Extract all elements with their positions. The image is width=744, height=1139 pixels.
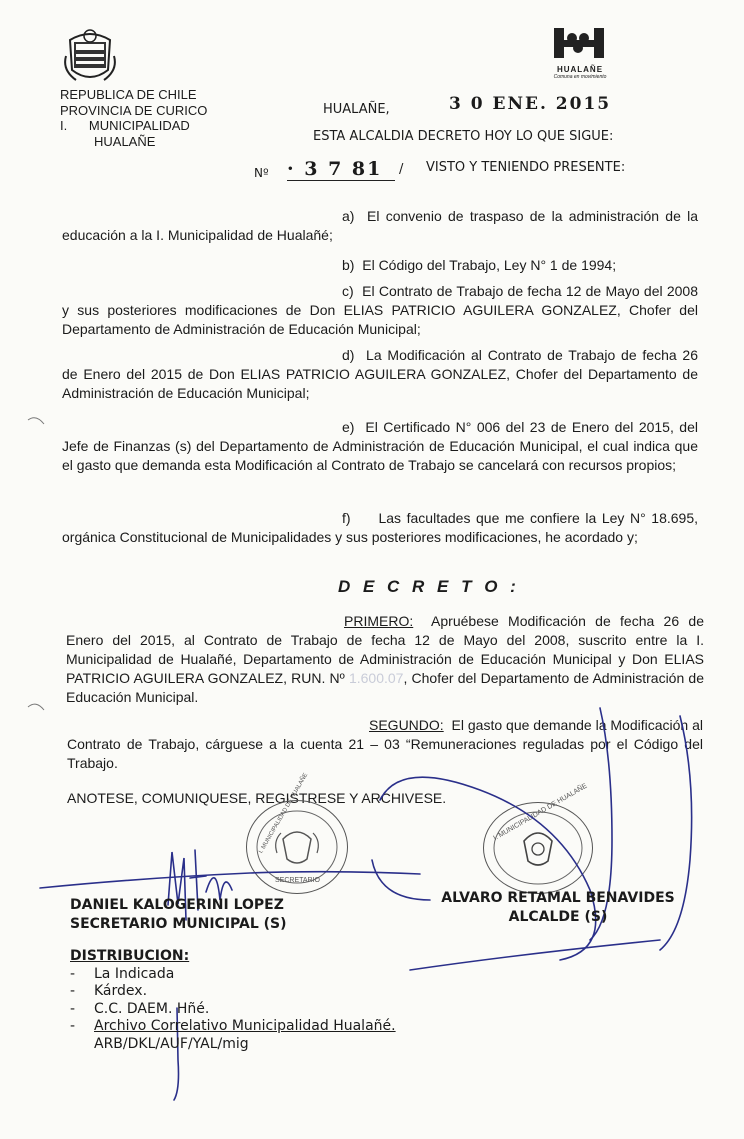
seal-text-top: I. MUNICIPALIDAD DE HUALAÑE [258,772,310,855]
seal-text-top: I. MUNICIPALIDAD DE HUALAÑE [492,782,589,843]
segundo-label: SEGUNDO: [369,717,444,733]
intro-line: ESTA ALCALDIA DECRETO HOY LO QUE SIGUE: [313,129,614,144]
list-item: - Archivo Correlativo Municipalidad Hualañé. [70,1018,396,1034]
considerando-letter: d) [342,347,355,363]
considerando-text: La Modificación al Contrato de Trabajo de fecha 26 de Enero del 2015 de Don ELIAS PATRICIO AGUILERA GONZALEZ, Chofer del Departamento de Administración de Educación Municipal; [62,347,699,401]
considerando-letter: b) [342,257,355,273]
run-redacted: 1.600.07 [348,670,404,686]
city-label: HUALAÑE, [323,102,390,117]
considerando-letter: e) [342,419,355,435]
closing-line: ANOTESE, COMUNIQUESE, REGISTRESE Y ARCHIVESE. [67,790,447,806]
number-slash: / [399,162,404,177]
logo-tagline: Comuna en movimiento [553,74,607,80]
considerando-text: El Contrato de Trabajo de fecha 12 de Mayo del 2008 y sus posteriores modificaciones de Don ELIAS PATRICIO AGUILERA GONZALEZ, Chofer del Departamento de Administración de Educación Municipal; [62,283,698,337]
primero-text: Apruébese Modificación de fecha 26 de Enero del 2015, al Contrato de Trabajo de fecha 12 de Mayo del 2008, suscrito entre la I. Municipalidad de Hualañé, Departamento de Administración de Educación Municipal y Don ELIAS PATRICIO AGUILERA GONZALEZ, RUN. Nº [66,613,704,686]
mayor-name: ALVARO RETAMAL BENAVIDES [441,890,675,906]
primero-text-end: , Chofer del Departamento de Administración de Educación Municipal. [66,670,704,705]
considerando-text: Las facultades que me confiere la Ley N° 18.695, orgánica Constitucional de Municipalidades y sus posteriores modificaciones, he acordado y; [62,510,698,545]
seal-text-bottom: SECRETARIO [275,877,320,884]
secretary-title: SECRETARIO MUNICIPAL (S) [70,916,287,932]
considerando-letter: f) [342,510,351,526]
considerando-text: El Código del Trabajo, Ley N° 1 de 1994; [362,257,617,273]
list-item: - C.C. DAEM. Hñé. [70,1000,210,1017]
considerando-letter: c) [342,283,354,299]
considerando-text: El convenio de traspaso de la administración de la educación a la I. Municipalidad de Hualañé; [62,208,699,243]
mayor-signature-block [429,889,687,927]
segundo-text: El gasto que demande la Modificación al Contrato de Trabajo, cárguese a la cuenta 21 – 03 “Remuneraciones reguladas por el Código del Trabajo. [67,717,703,771]
considerando-letter: a) [342,208,355,224]
list-item: - Kárdex. [70,983,148,999]
org-line: I. MUNICIPALIDAD [60,118,190,133]
decree-number: · 3 7 81 [287,158,395,181]
list-item: - La Indicada [70,965,175,982]
considerando-text: El Certificado N° 006 del 23 de Enero del 2015, del Jefe de Finanzas (s) del Departamento de Administración de Educación Municipal, el cual indica que el gasto que demanda esta Modificación al Contrato de Trabajo se cancelará con recursos propios; [62,419,698,473]
logo-text: HUALAÑE [556,65,604,74]
org-line: HUALAÑE [94,133,156,149]
date-stamp: 3 0 ENE. 2015 [449,94,612,114]
mayor-title: ALCALDE (S) [508,909,608,925]
primero-label: PRIMERO: [344,613,414,629]
number-prefix: Nº [254,166,269,180]
visto-line: VISTO Y TENIENDO PRESENTE: [426,160,626,175]
distribution-title: DISTRIBUCION: [70,948,190,964]
distribution-block [70,948,396,1053]
distribution-initials: ARB/DKL/AUF/YAL/mig [94,1035,249,1052]
decreto-title: D E C R E T O : [338,577,520,596]
secretary-name: DANIEL KALOGERINI LOPEZ [70,897,284,913]
org-line: REPUBLICA DE CHILE [60,87,197,102]
secretary-signature-block [70,896,287,934]
org-line: PROVINCIA DE CURICO [60,102,208,118]
